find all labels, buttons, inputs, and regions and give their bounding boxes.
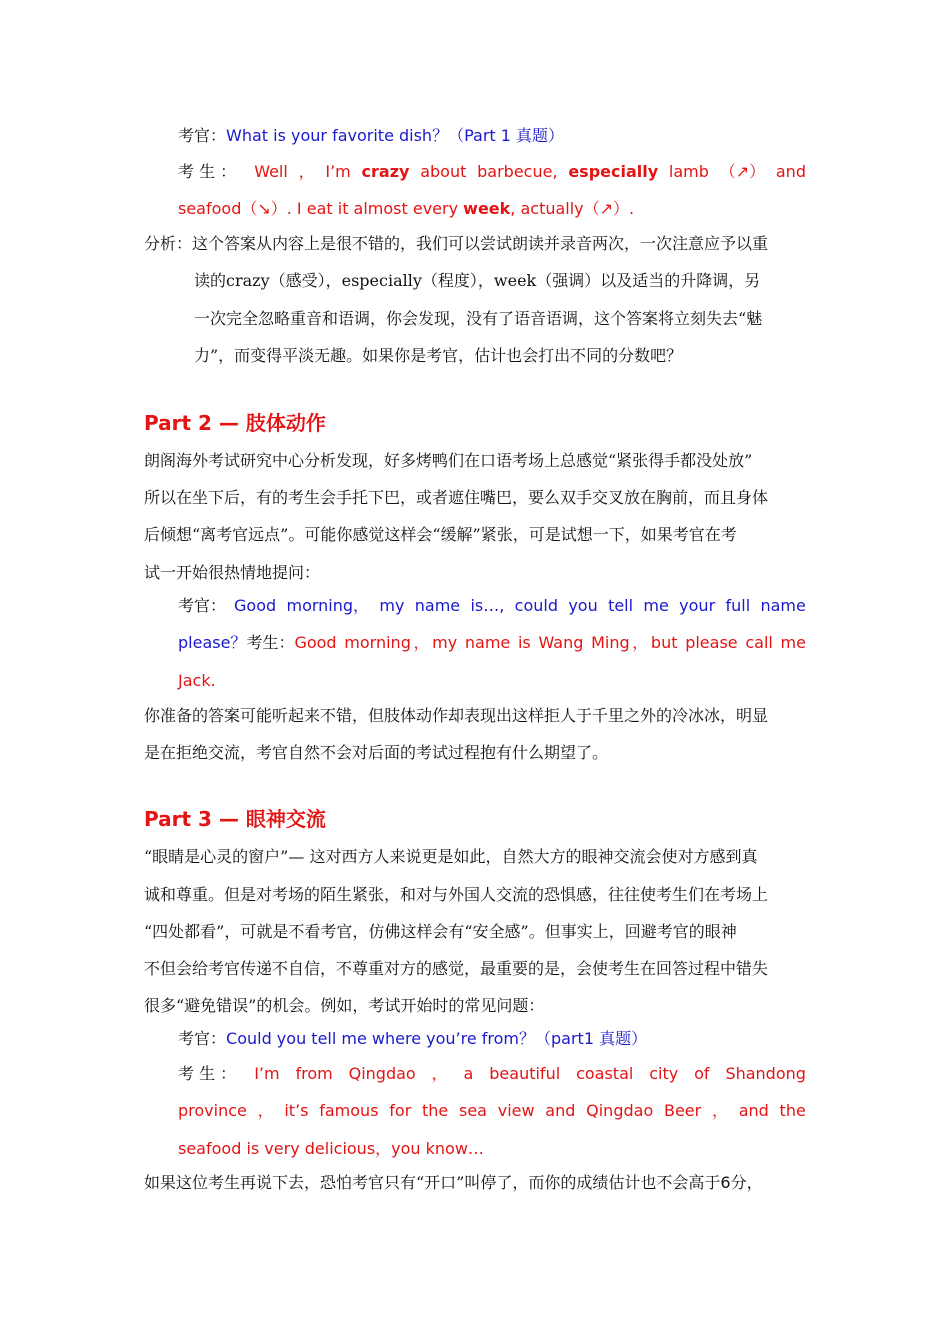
- part3-intro-line: “眼睛是心灵的窗户”— 这对西方人来说更是如此，自然大方的眼神交流会使对方感到真: [144, 847, 758, 866]
- answer-text: seafood（↘）. I eat it almost every: [178, 199, 464, 218]
- question-text: What is your favorite dish？: [226, 126, 449, 145]
- part2-intro-line: 后倾想“离考官远点”。可能你感觉这样会“缓解”紧张，可是试想一下，如果考官在考: [144, 525, 737, 544]
- answer-word-bold: week: [463, 199, 511, 218]
- answer-word-bold: crazy: [361, 162, 410, 181]
- part2-intro-line: 试一开始很热情地提问：: [144, 563, 321, 582]
- part2-outro-line: 你准备的答案可能听起来不错，但肢体动作却表现出这样拒人于千里之外的冷冰冰，明显: [144, 706, 769, 725]
- question-note-close: ）: [631, 1029, 648, 1048]
- answer-word: I’m: [325, 162, 351, 181]
- answer-words: [254, 162, 806, 182]
- question-word: could: [514, 596, 558, 615]
- question-note-open: （part1: [535, 1029, 600, 1048]
- question-note-close: ）: [548, 126, 565, 145]
- answer-word: from: [295, 1064, 333, 1083]
- answer-word: province: [178, 1101, 247, 1120]
- part3-closing-line: [144, 1173, 763, 1193]
- question-word: name: [414, 596, 461, 615]
- question-note-zh: 真题: [516, 126, 549, 145]
- answer-word: a: [463, 1064, 474, 1083]
- answer-word: and: [738, 1101, 769, 1120]
- answer-word: ，: [298, 162, 315, 181]
- answer-word: Beer: [663, 1101, 702, 1120]
- examiner-label: 考官：: [178, 126, 227, 145]
- answer-word: and: [775, 162, 806, 181]
- answer-word: of: [694, 1064, 710, 1083]
- part3-intro-line: “四处都看”，可就是不看考官，仿佛这样会有“安全感”。但事实上，回避考官的眼神: [144, 922, 737, 941]
- examiner-label: 考官：: [178, 596, 227, 615]
- part2-intro-line: 所以在坐下后，有的考生会手托下巴，或者遮住嘴巴，要么双手交叉放在胸前，而且身体: [144, 488, 769, 507]
- answer-text: , actually（↗）.: [510, 199, 635, 218]
- part2-qa-line-2: [178, 633, 806, 653]
- question-word: Good: [234, 596, 277, 615]
- score-number: 6: [720, 1173, 731, 1192]
- answer-word-bold: especially: [568, 162, 659, 181]
- answer-word: ，: [711, 1101, 728, 1120]
- part3-answer-line-1: [178, 1064, 806, 1084]
- question-word: you: [568, 596, 598, 615]
- answer-word: lamb: [668, 162, 709, 181]
- question-text: please？: [178, 633, 247, 652]
- answer-word: about: [420, 162, 467, 181]
- question-note-open: （Part 1: [448, 126, 517, 145]
- answer-word: for: [389, 1101, 412, 1120]
- answer-text: Good morning，my name is Wang Ming，but please call me: [294, 633, 806, 652]
- question-note-zh: 真题: [599, 1029, 632, 1048]
- part3-question-line: [178, 1029, 647, 1049]
- candidate-answer-line-1: [178, 162, 806, 182]
- answer-word: ，: [431, 1064, 448, 1083]
- question-word: your: [679, 596, 716, 615]
- part3-intro-line: 诚和尊重。但是对考场的陌生紧张，和对与外国人交流的恐惧感，往往使考生们在考场上: [144, 885, 769, 904]
- analysis-label: 分析：: [144, 234, 193, 253]
- examiner-question-line: [178, 126, 564, 146]
- answer-word: ，: [257, 1101, 274, 1120]
- question-word: my: [379, 596, 405, 615]
- candidate-label: 考 生 ：: [178, 162, 237, 181]
- part3-intro-line: 不但会给考官传递不自信，不尊重对方的感觉，最重要的是，会使考生在回答过程中错失: [144, 959, 769, 978]
- part2-question-line-1: [178, 596, 806, 616]
- question-word: tell: [608, 596, 634, 615]
- answer-word: it’s: [284, 1101, 309, 1120]
- answer-word: Qingdao: [348, 1064, 416, 1083]
- answer-words: [254, 1064, 806, 1084]
- section-heading-part3: Part 3 — 眼神交流: [144, 807, 326, 831]
- part2-intro-line: 朗阁海外考试研究中心分析发现，好多烤鸭们在口语考场上总感觉“紧张得手都没处放”: [144, 451, 753, 470]
- question-word: morning，: [286, 596, 370, 615]
- answer-word: and: [545, 1101, 576, 1120]
- answer-word: beautiful: [489, 1064, 561, 1083]
- question-word: full: [725, 596, 751, 615]
- answer-word: view: [497, 1101, 535, 1120]
- answer-word: Shandong: [725, 1064, 806, 1083]
- question-word: is…,: [470, 596, 505, 615]
- closing-text: 如果这位考生再说下去，恐怕考官只有“开口”叫停了，而你的成绩估计也不会高于: [144, 1173, 721, 1192]
- candidate-label: 考 生 ：: [178, 1064, 237, 1083]
- answer-word: Qingdao: [586, 1101, 654, 1120]
- answer-word: famous: [319, 1101, 379, 1120]
- analysis-line-2: 读的crazy（感受），especially（程度），week（强调）以及适当的升降调，另: [194, 271, 761, 290]
- candidate-answer-line-2: [178, 199, 634, 219]
- answer-word: sea: [459, 1101, 487, 1120]
- question-word: name: [760, 596, 806, 615]
- answer-word: city: [649, 1064, 679, 1083]
- answer-word: Well: [254, 162, 288, 181]
- question-text: Could you tell me where you’re from？: [226, 1029, 536, 1048]
- answer-word: coastal: [576, 1064, 634, 1083]
- analysis-line-1: [144, 234, 768, 254]
- part3-intro-line: 很多“避免错误”的机会。例如，考试开始时的常见问题：: [144, 996, 545, 1015]
- part2-outro-line: 是在拒绝交流，考官自然不会对后面的考试过程抱有什么期望了。: [144, 743, 609, 762]
- examiner-label: 考官：: [178, 1029, 227, 1048]
- analysis-line-4: 力”，而变得平淡无趣。如果你是考官，估计也会打出不同的分数吧？: [194, 346, 683, 365]
- section-heading-part2: Part 2 — 肢体动作: [144, 411, 326, 435]
- answer-word: the: [779, 1101, 806, 1120]
- part2-answer-line-3: Jack.: [178, 671, 216, 690]
- analysis-line-3: 一次完全忽略重音和语调，你会发现，没有了语音语调，这个答案将立刻失去“魅: [194, 309, 763, 328]
- answer-word: the: [422, 1101, 449, 1120]
- part3-answer-line-2: [178, 1101, 806, 1121]
- candidate-label: 考生：: [246, 633, 295, 652]
- answer-word: I’m: [254, 1064, 280, 1083]
- question-word: me: [643, 596, 669, 615]
- part3-answer-line-3: seafood is very delicious，you know…: [178, 1139, 484, 1158]
- answer-word: （↗）: [719, 162, 766, 181]
- question-words: [234, 596, 806, 616]
- closing-text: 分，: [730, 1173, 763, 1192]
- analysis-text: 这个答案从内容上是很不错的，我们可以尝试朗读并录音两次，一次注意应予以重: [192, 234, 769, 253]
- answer-word: barbecue,: [477, 162, 558, 181]
